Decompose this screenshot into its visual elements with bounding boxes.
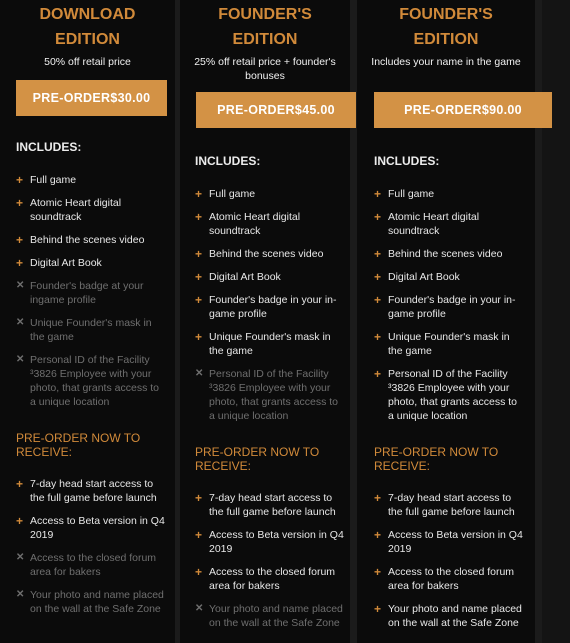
- feature-item-text: Personal ID of the Facility ³3826 Employee with your photo, that grants access to a unique location: [30, 354, 159, 408]
- cross-icon: ✕: [16, 280, 25, 291]
- feature-item-text: Atomic Heart digital soundtrack: [388, 211, 480, 237]
- feature-item-excluded: [16, 316, 166, 344]
- title-line: DOWNLOAD: [39, 6, 136, 23]
- plus-icon: +: [16, 196, 24, 210]
- edition-card-founders-name: [357, 0, 535, 643]
- feature-item-text: Digital Art Book: [388, 271, 460, 283]
- plus-icon: +: [195, 187, 203, 201]
- preorder-list: [374, 491, 524, 639]
- edition-title: [0, 2, 175, 52]
- feature-item-text: Behind the scenes video: [388, 248, 503, 260]
- feature-item-text: Your photo and name placed on the wall at the Safe Zone: [209, 603, 343, 629]
- preorder-heading: PRE-ORDER NOW TO RECEIVE:: [16, 431, 141, 459]
- feature-item-excluded: [16, 551, 166, 579]
- feature-item-excluded: [16, 279, 166, 307]
- title-line: EDITION: [232, 31, 298, 48]
- cross-icon: ✕: [16, 552, 25, 563]
- plus-icon: +: [374, 528, 382, 542]
- pre-order-button[interactable]: PRE-ORDER$45.00: [196, 92, 356, 128]
- plus-icon: +: [374, 187, 382, 201]
- feature-item-text: Founder's badge in your in-game profile: [388, 294, 516, 320]
- feature-item-excluded: [195, 602, 345, 630]
- includes-heading: INCLUDES:: [195, 154, 261, 168]
- edition-card-founders: [180, 0, 350, 643]
- title-line: FOUNDER'S: [399, 6, 493, 23]
- cross-icon: ✕: [16, 354, 25, 365]
- feature-item-included: [195, 491, 345, 519]
- plus-icon: +: [374, 210, 382, 224]
- feature-item-text: 7-day head start access to the full game before launch: [388, 492, 515, 518]
- feature-item-text: Founder's badge at your ingame profile: [30, 280, 144, 306]
- feature-item-included: [374, 528, 524, 556]
- preorder-heading: PRE-ORDER NOW TO RECEIVE:: [195, 445, 320, 473]
- feature-item-text: Access to the closed forum area for bakers: [209, 566, 336, 592]
- edition-subtitle: 25% off retail price + founder's bonuses: [194, 56, 336, 82]
- plus-icon: +: [16, 233, 24, 247]
- feature-item-text: Access to the closed forum area for bakers: [30, 552, 157, 578]
- plus-icon: +: [195, 247, 203, 261]
- feature-item-text: Access to Beta version in Q4 2019: [388, 529, 523, 555]
- plus-icon: +: [374, 367, 382, 381]
- plus-icon: +: [374, 270, 382, 284]
- feature-item-text: Digital Art Book: [30, 257, 102, 269]
- feature-item-text: 7-day head start access to the full game before launch: [209, 492, 336, 518]
- feature-item-included: [374, 367, 524, 423]
- preorder-list: [16, 477, 166, 625]
- feature-item-text: Unique Founder's mask in the game: [209, 331, 331, 357]
- feature-item-included: [374, 491, 524, 519]
- feature-item-included: [374, 330, 524, 358]
- feature-item-included: [195, 565, 345, 593]
- feature-item-included: [374, 293, 524, 321]
- edition-subtitle: Includes your name in the game: [371, 56, 521, 68]
- feature-item-text: Your photo and name placed on the wall at the Safe Zone: [30, 589, 164, 615]
- cross-icon: ✕: [195, 603, 204, 614]
- plus-icon: +: [195, 528, 203, 542]
- plus-icon: +: [195, 293, 203, 307]
- feature-item-included: [16, 514, 166, 542]
- feature-item-text: Founder's badge in your in-game profile: [209, 294, 337, 320]
- plus-icon: +: [195, 210, 203, 224]
- feature-item-text: Full game: [209, 188, 256, 200]
- plus-icon: +: [374, 247, 382, 261]
- feature-item-excluded: [195, 367, 345, 423]
- feature-item-included: [16, 477, 166, 505]
- feature-item-text: Access to Beta version in Q4 2019: [209, 529, 344, 555]
- feature-item-included: [16, 173, 166, 187]
- pre-order-button[interactable]: PRE-ORDER$90.00: [374, 92, 552, 128]
- feature-item-included: [16, 196, 166, 224]
- plus-icon: +: [16, 173, 24, 187]
- plus-icon: +: [195, 565, 203, 579]
- plus-icon: +: [195, 491, 203, 505]
- feature-item-text: Full game: [30, 174, 77, 186]
- feature-item-text: Your photo and name placed on the wall at the Safe Zone: [388, 603, 522, 629]
- plus-icon: +: [374, 565, 382, 579]
- plus-icon: +: [16, 256, 24, 270]
- feature-item-text: Access to the closed forum area for bakers: [388, 566, 515, 592]
- plus-icon: +: [16, 477, 24, 491]
- edition-card-download: [0, 0, 175, 643]
- title-line: EDITION: [413, 31, 479, 48]
- plus-icon: +: [374, 602, 382, 616]
- feature-item-excluded: [16, 353, 166, 409]
- feature-item-text: Digital Art Book: [209, 271, 281, 283]
- edition-subtitle: 50% off retail price: [44, 56, 131, 68]
- plus-icon: +: [195, 270, 203, 284]
- feature-item-included: [195, 187, 345, 201]
- cross-icon: ✕: [16, 589, 25, 600]
- feature-item-text: Unique Founder's mask in the game: [30, 317, 152, 343]
- feature-item-text: Access to Beta version in Q4 2019: [30, 515, 165, 541]
- feature-item-included: [195, 330, 345, 358]
- feature-item-text: Personal ID of the Facility ³3826 Employee with your photo, that grants access to a unique location: [388, 368, 517, 422]
- title-line: EDITION: [55, 31, 120, 48]
- feature-item-excluded: [16, 588, 166, 616]
- includes-list: [16, 173, 166, 418]
- plus-icon: +: [16, 514, 24, 528]
- feature-item-text: Unique Founder's mask in the game: [388, 331, 510, 357]
- feature-item-included: [374, 602, 524, 630]
- plus-icon: +: [374, 293, 382, 307]
- feature-item-text: Personal ID of the Facility ³3826 Employee with your photo, that grants access to a unique location: [209, 368, 338, 422]
- feature-item-included: [374, 565, 524, 593]
- cross-icon: ✕: [195, 368, 204, 379]
- feature-item-included: [195, 528, 345, 556]
- feature-item-included: [374, 187, 524, 201]
- title-line: FOUNDER'S: [218, 6, 312, 23]
- feature-item-included: [195, 210, 345, 238]
- cross-icon: ✕: [16, 317, 25, 328]
- includes-list: [195, 187, 345, 432]
- feature-item-text: Atomic Heart digital soundtrack: [30, 197, 122, 223]
- preorder-list: [195, 491, 345, 639]
- pre-order-button[interactable]: PRE-ORDER$30.00: [16, 80, 167, 116]
- feature-item-included: [16, 233, 166, 247]
- feature-item-text: Atomic Heart digital soundtrack: [209, 211, 301, 237]
- feature-item-included: [374, 210, 524, 238]
- edition-title: [357, 2, 535, 52]
- feature-item-text: Behind the scenes video: [30, 234, 145, 246]
- plus-icon: +: [374, 491, 382, 505]
- feature-item-included: [195, 293, 345, 321]
- preorder-heading: PRE-ORDER NOW TO RECEIVE:: [374, 445, 499, 473]
- plus-icon: +: [195, 330, 203, 344]
- includes-heading: INCLUDES:: [16, 140, 82, 154]
- feature-item-text: Full game: [388, 188, 435, 200]
- feature-item-included: [195, 270, 345, 284]
- includes-list: [374, 187, 524, 432]
- feature-item-text: 7-day head start access to the full game before launch: [30, 478, 157, 504]
- plus-icon: +: [374, 330, 382, 344]
- includes-heading: INCLUDES:: [374, 154, 440, 168]
- feature-item-included: [374, 270, 524, 284]
- feature-item-included: [16, 256, 166, 270]
- feature-item-text: Behind the scenes video: [209, 248, 324, 260]
- edition-title: [180, 2, 350, 52]
- feature-item-included: [195, 247, 345, 261]
- feature-item-included: [374, 247, 524, 261]
